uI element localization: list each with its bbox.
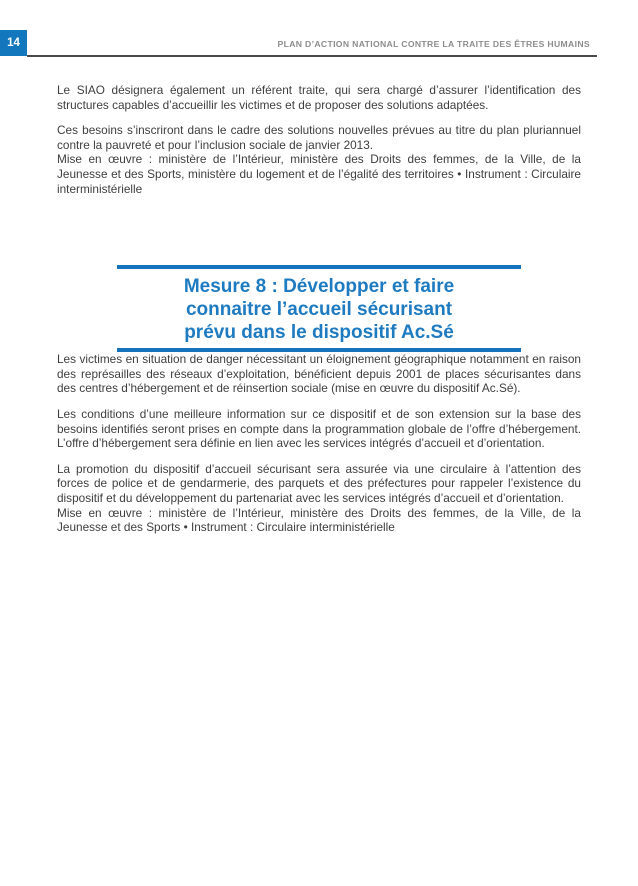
- page-content: [57, 83, 581, 535]
- paragraph-siao-referent: Le SIAO désignera également un référent traite, qui sera chargé d’assurer l’identification des structures capables d’accueillir les victimes et de proposer des solutions adaptées.: [57, 83, 581, 112]
- measure-heading-line-1: Mesure 8 : Développer et faire: [183, 276, 455, 298]
- measure-heading-line-2: connaitre l’accueil sécurisant: [185, 299, 453, 321]
- running-title: PLAN D’ACTION NATIONAL CONTRE LA TRAITE DES ÊTRES HUMAINS: [277, 39, 590, 49]
- measure-heading-block: [117, 265, 521, 352]
- implementation-note-1: Mise en œuvre : ministère de l’Intérieur, ministère des Droits des femmes, de la Ville, de la Jeunesse et des Sports, ministère du logement et de l’égalité des territoires • Instrument : Circulaire interministérielle: [57, 152, 581, 196]
- paragraph-plan-pluriannuel: Ces besoins s’inscriront dans le cadre des solutions nouvelles prévues au titre du plan pluriannuel contre la pauvreté et pour l’inclusion sociale de janvier 2013.: [57, 123, 581, 152]
- paragraph-conditions-information: Les conditions d’une meilleure information sur ce dispositif et de son extension sur la base des besoins identifiés seront prises en compte dans la programmation globale de l’offre d’hébergement. L’offre d’hébergement sera définie en lien avec les services intégrés d’accueil et d’orientation.: [57, 406, 581, 451]
- measure-heading-line-3: prévu dans le dispositif Ac.Sé: [184, 322, 454, 344]
- paragraph-promotion-dispositif: La promotion du dispositif d’accueil sécurisant sera assurée via une circulaire à l’attention des forces de police et de gendarmerie, des parquets et des préfectures pour rappeler l’existence du dispositif et du développement du partenariat avec les services intégrés d’accueil et d’orientation.: [57, 461, 581, 505]
- implementation-note-2: Mise en œuvre : ministère de l’Intérieur, ministère des Droits des femmes, de la Ville, de la Jeunesse et des Sports • Instrument : Circulaire interministérielle: [57, 505, 581, 535]
- header-rule: [27, 55, 597, 57]
- page-number-badge: 14: [0, 30, 27, 56]
- measure-heading: [117, 269, 521, 348]
- paragraph-victimes-danger: Les victimes en situation de danger nécessitant un éloignement géographique notamment en raison des représailles des réseaux d’exploitation, bénéficient depuis 2001 de places sécurisantes dans des centres d’hébergement et de réinsertion sociale (mise en œuvre du dispositif Ac.Sé).: [57, 352, 581, 396]
